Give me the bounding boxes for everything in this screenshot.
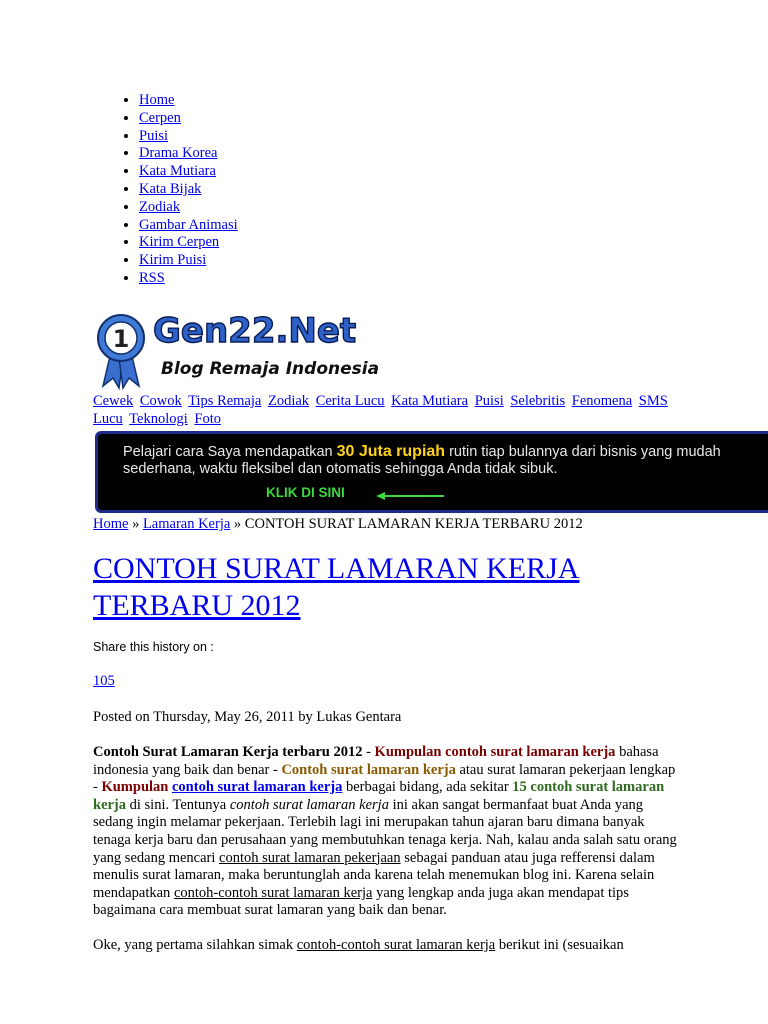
category-link-puisi[interactable]: Puisi [474, 393, 504, 409]
article-text: berbagai bidang, ada sekitar [342, 779, 513, 796]
article-text: contoh surat lamaran kerja [229, 796, 389, 813]
share-label: Share this history on : [93, 640, 214, 654]
nav-link-rss[interactable]: RSS [139, 269, 165, 286]
nav-link-kata-mutiara[interactable]: Kata Mutiara [139, 163, 216, 180]
nav-link-home[interactable]: Home [139, 92, 175, 108]
category-link-sms-lucu[interactable]: SMS Lucu [93, 393, 668, 427]
category-link-fenomena[interactable]: Fenomena [571, 393, 633, 409]
category-link-cowok[interactable]: Cowok [139, 393, 182, 409]
breadcrumb [93, 516, 583, 533]
nav-item-kata-mutiara [139, 163, 238, 181]
banner-text-b: rutin tiap bulannya dari bisnis yang mudah [449, 444, 721, 460]
ribbon-badge-icon [93, 308, 393, 390]
article-text: Contoh Surat Lamaran Kerja terbaru 2012 [93, 744, 363, 760]
nav-item-puisi [139, 128, 238, 146]
nav-item-zodiak [139, 199, 238, 217]
article-text: atau surat lamaran pekerjaan lengkap - [93, 761, 676, 796]
article-link[interactable]: contoh-contoh surat lamaran kerja [173, 884, 373, 901]
category-link-zodiak[interactable]: Zodiak [267, 393, 310, 409]
page-title [93, 550, 693, 624]
post-meta: Posted on Thursday, May 26, 2011 by Lukas Gentara [93, 709, 402, 725]
nav-link-kirim-puisi[interactable]: Kirim Puisi [139, 252, 207, 269]
share-count [93, 673, 115, 690]
title-link[interactable]: CONTOH SURAT LAMARAN KERJA TERBARU 2012 [93, 552, 580, 622]
logo-badge-number: 1 [112, 325, 130, 353]
banner-line-1 [123, 443, 721, 461]
article-keyword: 15 contoh surat lamaran kerja [93, 779, 665, 813]
article-text: sebagai panduan atau juga refferensi dalam menulis surat lamaran, maka beruntunglah anda karena telah menemukan blog ini. Karena selain mendapatkan [93, 849, 655, 901]
nav-link-drama-korea[interactable]: Drama Korea [139, 145, 218, 162]
nav-link-cerpen[interactable]: Cerpen [139, 109, 181, 126]
nav-item-cerpen [139, 110, 238, 128]
top-nav-list [92, 92, 238, 288]
category-link-selebritis[interactable]: Selebritis [510, 393, 566, 409]
article-link[interactable]: contoh surat lamaran kerja [172, 779, 343, 796]
article-paragraph [93, 744, 683, 920]
article-text: ini akan sangat bermanfaat buat Anda yang sedang ingin melamar pekerjaan. Terlebih lagi ini merupakan tahun ajaran baru dimana banyak tenaga kerja baru dan perusahaan yang membutuhkan tenaga kerja. Nah, kalau anda salah satu orang yang sedang mencari [93, 796, 677, 866]
article-link[interactable]: contoh-contoh surat lamaran kerja [296, 936, 496, 953]
banner-highlight: 30 Juta rupiah [336, 443, 446, 460]
article-text: di sini. Tentunya [126, 796, 230, 813]
category-link-foto[interactable]: Foto [194, 410, 221, 427]
nav-item-drama-korea [139, 145, 238, 163]
banner-line-2: sederhana, waktu fleksibel dan otomatis sehingga Anda tidak sibuk. [123, 461, 558, 477]
article-body [93, 744, 683, 972]
article-text: Oke, yang pertama silahkan simak [93, 936, 297, 953]
nav-link-kata-bijak[interactable]: Kata Bijak [139, 180, 202, 197]
article-text: - [362, 744, 375, 760]
breadcrumb-separator: » [233, 516, 242, 532]
breadcrumb-home[interactable]: Home [93, 516, 129, 532]
article-keyword: Kumpulan [101, 779, 169, 796]
banner-cta[interactable]: KLIK DI SINI [266, 485, 345, 500]
category-links [93, 393, 693, 428]
nav-link-kirim-cerpen[interactable]: Kirim Cerpen [139, 234, 220, 251]
article-text: berikut ini (sesuaikan [495, 936, 624, 953]
article-text: bahasa indonesia yang baik dan benar - [93, 744, 659, 778]
arrow-left-icon [376, 491, 446, 501]
share-count-link[interactable]: 105 [93, 673, 115, 689]
category-link-cewek[interactable]: Cewek [93, 393, 134, 409]
category-link-kata-mutiara[interactable]: Kata Mutiara [391, 393, 469, 409]
site-logo[interactable] [93, 308, 393, 390]
nav-link-gambar-animasi[interactable]: Gambar Animasi [139, 216, 238, 233]
breadcrumb-separator: » [132, 516, 140, 532]
nav-item-kirim-puisi [139, 252, 238, 270]
nav-link-puisi[interactable]: Puisi [139, 127, 169, 144]
article-text: yang lengkap anda juga akan mendapat tips bagaimana cara membuat surat lamaran yang baik dan benar. [93, 884, 629, 919]
logo-tagline: Blog Remaja Indonesia [161, 359, 380, 379]
category-link-cerita-lucu[interactable]: Cerita Lucu [315, 393, 385, 409]
nav-item-kata-bijak [139, 181, 238, 199]
article-keyword: Contoh surat lamaran kerja [281, 761, 456, 778]
promo-banner[interactable] [95, 431, 768, 513]
nav-item-kirim-cerpen [139, 234, 238, 252]
category-link-teknologi[interactable]: Teknologi [129, 410, 188, 427]
article-paragraph [93, 937, 683, 955]
article-keyword: Kumpulan contoh surat lamaran kerja [374, 744, 616, 760]
nav-item-rss [139, 270, 238, 288]
article-link[interactable]: contoh surat lamaran pekerjaan [219, 849, 401, 866]
breadcrumb-current: CONTOH SURAT LAMARAN KERJA TERBARU 2012 [244, 516, 583, 532]
nav-item-home [139, 92, 238, 110]
nav-link-zodiak[interactable]: Zodiak [139, 198, 181, 215]
nav-item-gambar-animasi [139, 217, 238, 235]
breadcrumb-category[interactable]: Lamaran Kerja [142, 516, 231, 532]
logo-name: Gen22.Net [153, 311, 357, 351]
category-link-tips-remaja[interactable]: Tips Remaja [188, 393, 262, 409]
banner-text-a: Pelajari cara Saya mendapatkan [123, 444, 333, 460]
